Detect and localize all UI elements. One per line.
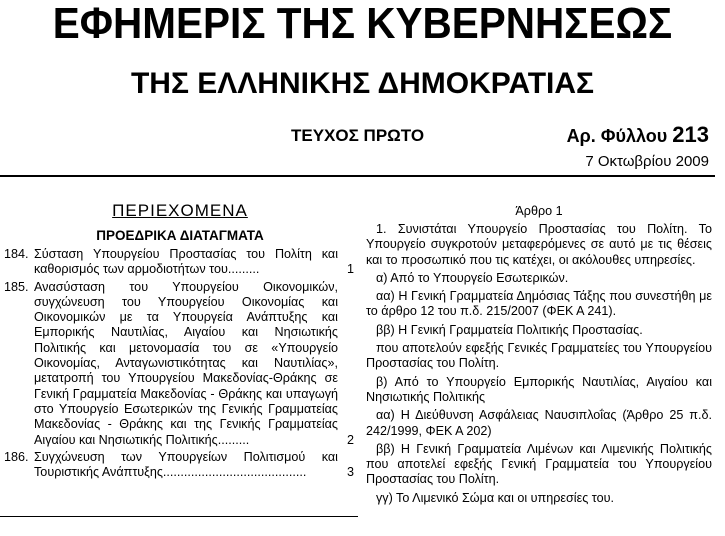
entry-page: 2	[346, 432, 354, 447]
entry-text: Σύσταση Υπουργείου Προστασίας του Πολίτη και καθορισμός των αρμοδιοτήτων του.........	[34, 247, 338, 277]
entry-number: 186.	[4, 449, 29, 464]
contents-entry[interactable]	[4, 280, 356, 448]
entry-page: 3	[346, 465, 354, 480]
article-paragraph: αα) Η Διεύθυνση Ασφάλειας Ναυσιπλοΐας (Άρθρο 25 π.δ. 242/1999, ΦΕΚ Α 202)	[366, 408, 712, 438]
contents-title: ΠΕΡΙΕΧΟΜΕΝΑ	[112, 201, 248, 220]
article-paragraph: α) Από το Υπουργείο Εσωτερικών.	[376, 270, 569, 285]
gazette-subtitle: ΤΗΣ ΕΛΛΗΝΙΚΗΣ ΔΗΜΟΚΡΑΤΙΑΣ	[130, 67, 595, 100]
entry-text: Ανασύσταση του Υπουργείου Οικονομικών, συγχώνευση του Υπουργείου Οικονομίας και Οικονομικών με τα Υπουργεία Ανάπτυξης και Εμπορικής Ναυτιλίας, Αιγαίου και Νησιωτικής Πολιτικής και μετονομασία του σε «Υπουργείο Οικονομίας, Ανταγωνιστικότητας και Ναυτιλίας», μετατροπή του Υπουργείου Μακεδονίας-Θράκης σε Γενική Γραμματεία Μακεδονίας - Θράκης και υπαγωγή στο Υπουργείο Εσωτερικών της Γενικής Γραμματείας Μακεδονίας - Θράκης και της Γενικής Γραμματείας Αιγαίου και Νησιωτικής Πολιτικής.........	[34, 279, 338, 447]
sheet-number-block	[567, 124, 709, 147]
article-paragraph: β) Από το Υπουργείο Εμπορικής Ναυτιλίας, Αιγαίου και Νησιωτικής Πολιτικής	[366, 374, 712, 404]
entry-page: 1	[346, 262, 354, 277]
article-paragraph: που αποτελούν εφεξής Γενικές Γραμματείες του Υπουργείου Προστασίας του Πολίτη.	[366, 341, 712, 371]
contents-entry[interactable]	[4, 247, 356, 278]
article-paragraph: 1. Συνιστάται Υπουργείο Προστασίας του Πολίτη. Το Υπουργείο συγκροτούν μεταφερόμενες σε αυτό με τις θέσεις και το προσωπικό που τις κατέχει, οι ακόλουθες υπηρεσίες.	[366, 222, 712, 267]
section-heading: ΠΡΟΕΔΡΙΚΑ ΔΙΑΤΑΓΜΑΤΑ	[96, 228, 264, 243]
entry-number: 184.	[4, 247, 29, 261]
article-paragraph: αα) Η Γενική Γραμματεία Δημόσιας Τάξης που συνεστήθη με το άρθρο 12 του π.δ. 215/2007 (ΦΕΚ Α 241).	[366, 289, 712, 319]
sheet-number: 213	[672, 122, 709, 147]
contents-entry[interactable]	[4, 450, 356, 481]
sheet-label: Αρ. Φύλλου	[566, 126, 668, 146]
entry-number: 185.	[4, 279, 29, 294]
article-column	[366, 200, 712, 506]
contents-column	[4, 200, 356, 480]
article-paragraph: ββ) Η Γενική Γραμματεία Πολιτικής Προστασίας.	[376, 322, 643, 337]
contents-bottom-rule	[0, 516, 358, 517]
header-divider	[0, 175, 715, 177]
article-title: Άρθρο 1	[515, 204, 563, 218]
issue-label: ΤΕΥΧΟΣ ΠΡΩΤΟ	[291, 126, 425, 145]
article-paragraph: γγ) Το Λιμενικό Σώμα και οι υπηρεσίες του.	[376, 490, 614, 505]
issue-date: 7 Οκτωβρίου 2009	[585, 153, 709, 170]
article-paragraph: ββ) Η Γενική Γραμματεία Λιμένων και Λιμενικής Πολιτικής που αποτελεί εφεξής Γενική Γραμματεία του Υπουργείου Προστασίας του Πολίτη.	[366, 441, 712, 487]
gazette-masthead: ΕΦΗΜΕΡΙΣ ΤΗΣ ΚΥΒΕΡΝΗΣΕΩΣ	[52, 0, 673, 48]
entry-text: Συγχώνευση των Υπουργείων Πολιτισμού και Τουριστικής Ανάπτυξης.........................................	[34, 449, 338, 480]
